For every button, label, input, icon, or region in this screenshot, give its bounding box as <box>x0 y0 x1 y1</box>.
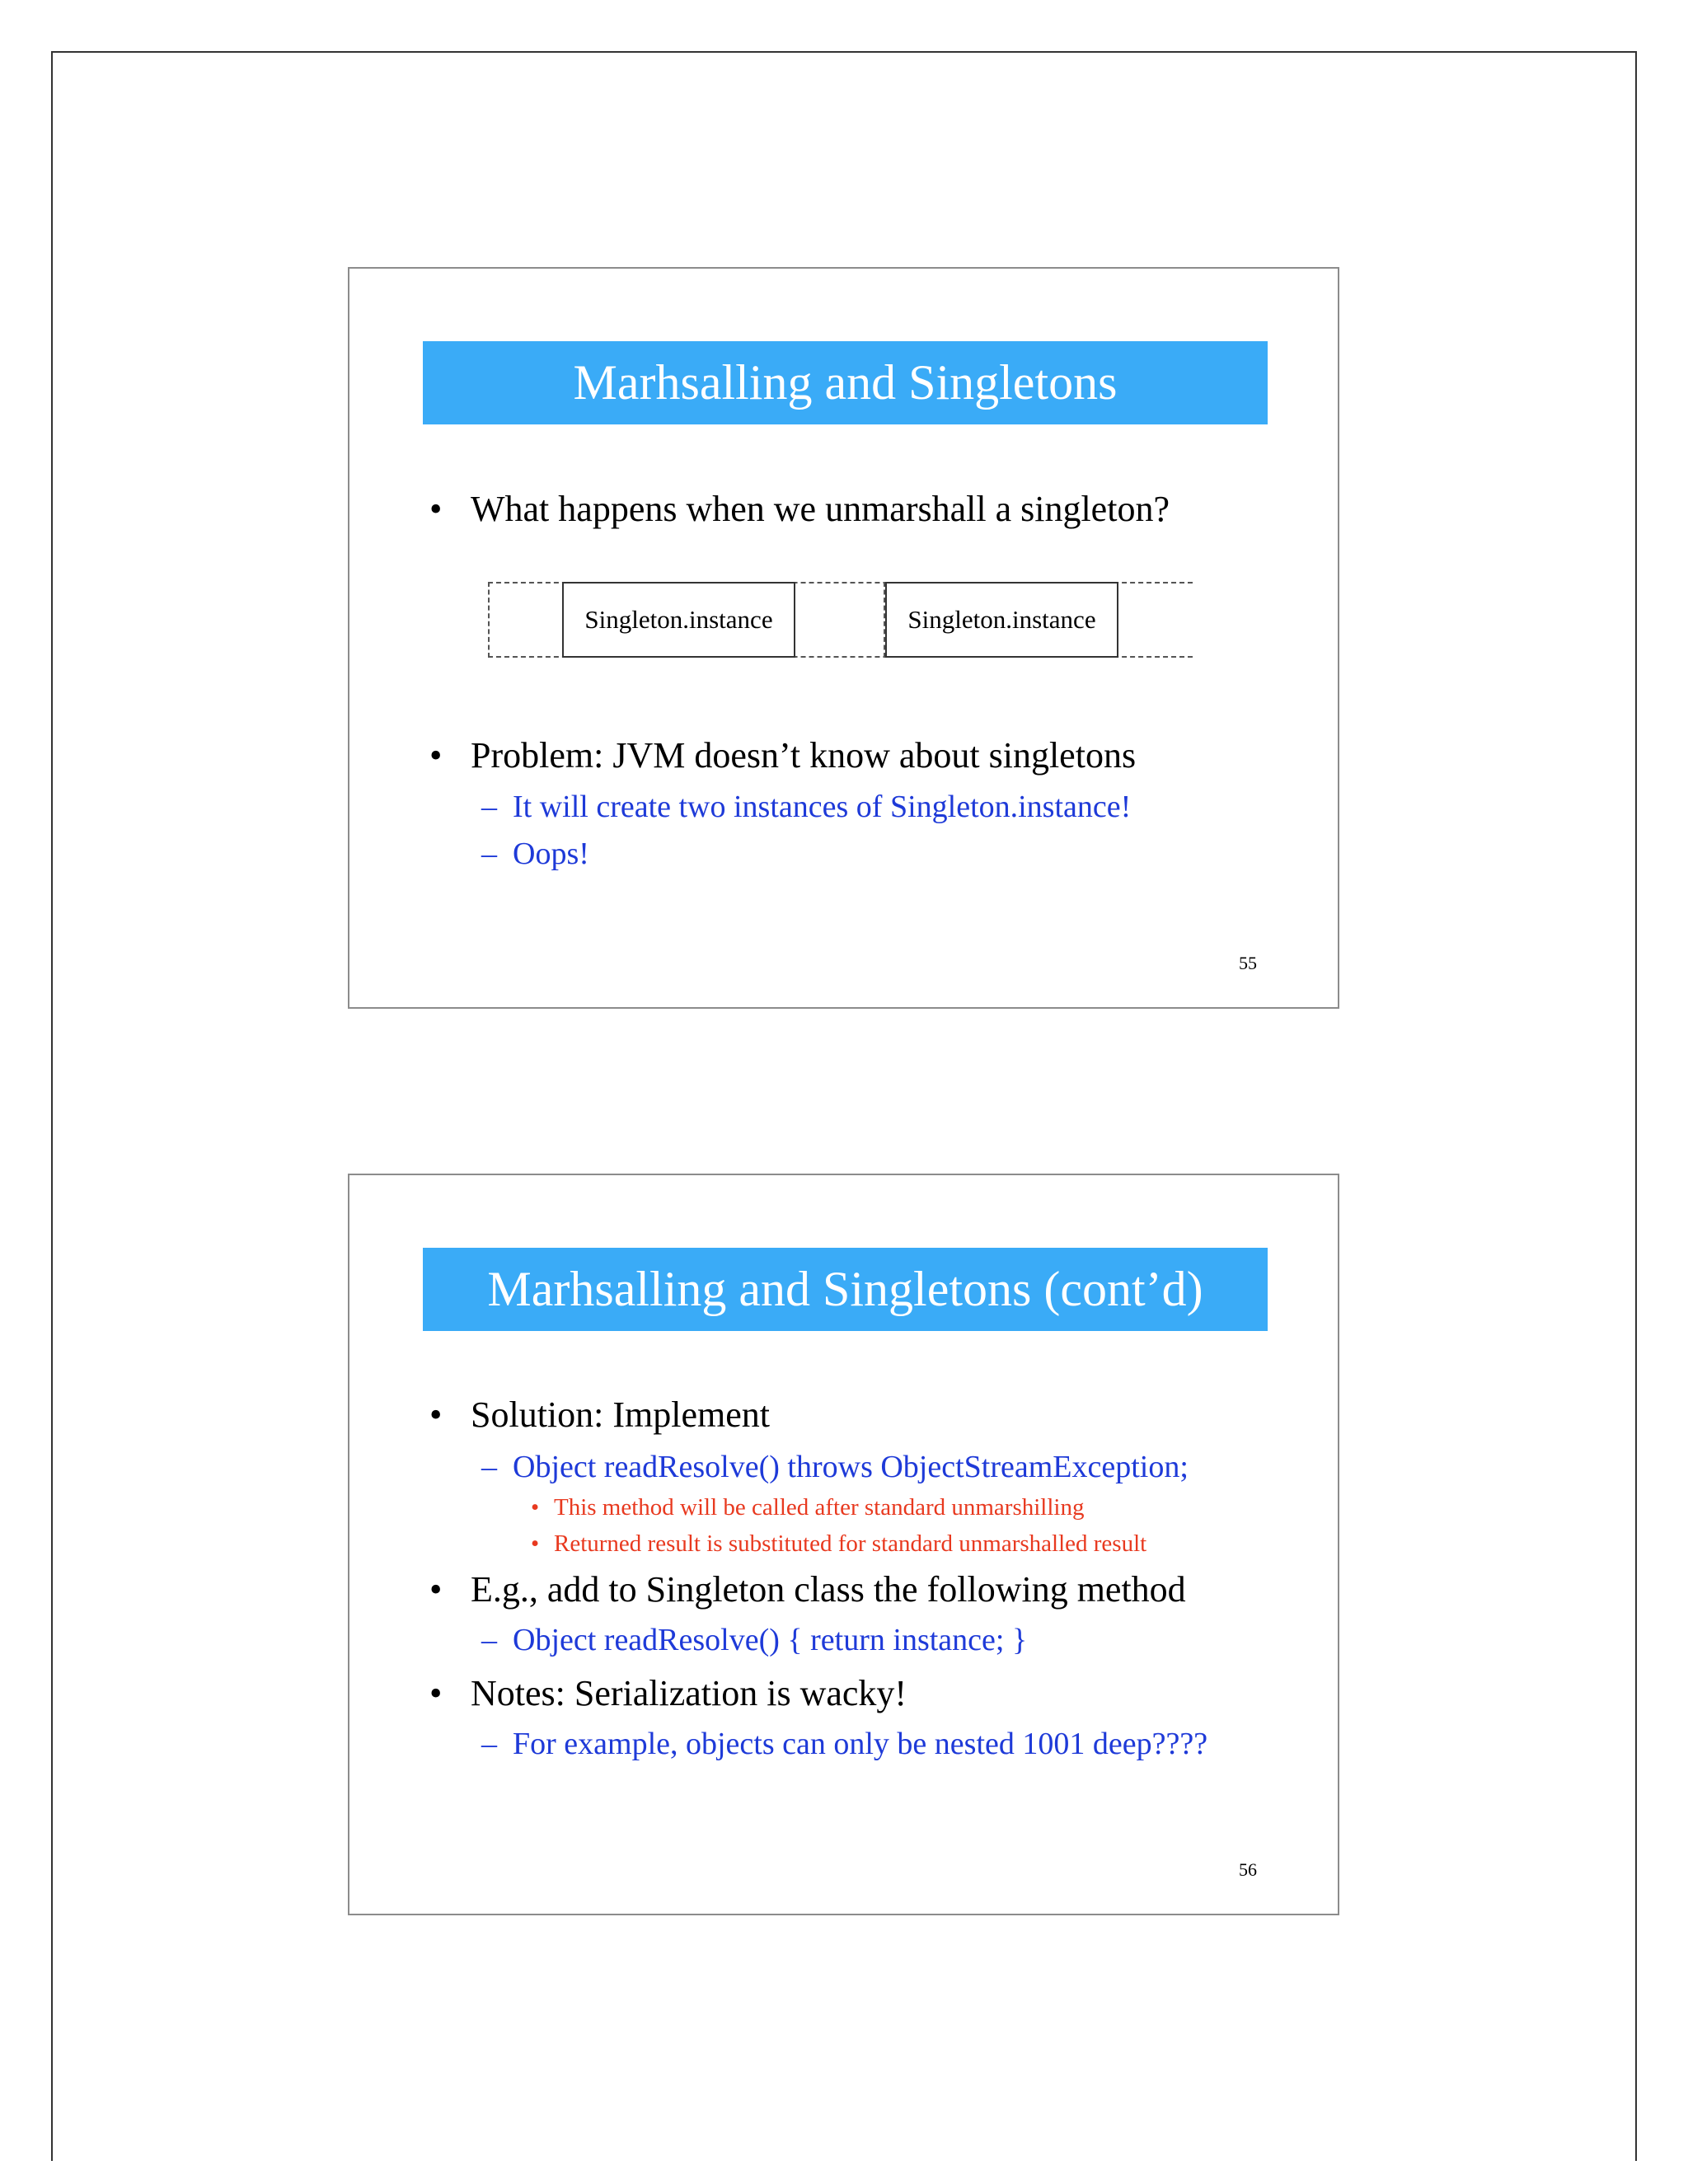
sub-bullet-item <box>481 835 589 873</box>
bullet-text: What happens when we unmarshall a singleton? <box>471 489 1170 529</box>
bullet-mark: • <box>531 1494 540 1521</box>
slide-56 <box>348 1174 1339 1915</box>
bullet-text: E.g., add to Singleton class the following method <box>471 1569 1186 1610</box>
sub-sub-bullet-text: Returned result is substituted for standard unmarshalled result <box>554 1530 1147 1557</box>
sub-bullet-text: Object readResolve() throws ObjectStreamException; <box>513 1450 1189 1484</box>
sub-bullet-item <box>481 788 1131 826</box>
bullet-mark: • <box>531 1530 540 1557</box>
dash-mark: – <box>481 1727 497 1761</box>
sub-bullet-text: Oops! <box>513 837 589 871</box>
bullet-item <box>429 1568 1186 1612</box>
bullet-mark: • <box>429 735 443 776</box>
dash-mark: – <box>481 1450 497 1484</box>
bullet-item <box>429 1671 907 1716</box>
sub-bullet-text: For example, objects can only be nested 1001 deep???? <box>513 1727 1208 1761</box>
slide-title: Marhsalling and Singletons (cont’d) <box>423 1248 1268 1331</box>
bullet-mark: • <box>429 489 443 529</box>
bullet-mark: • <box>429 1569 443 1610</box>
bullet-item <box>429 1393 770 1437</box>
slide-55 <box>348 267 1339 1009</box>
bullet-mark: • <box>429 1394 443 1435</box>
diagram-dashed-left <box>488 582 490 658</box>
bullet-text: Solution: Implement <box>471 1394 770 1435</box>
sub-bullet-text: It will create two instances of Singleton.instance! <box>513 790 1132 824</box>
slide-title: Marhsalling and Singletons <box>423 341 1268 424</box>
sub-bullet-text: Object readResolve() { return instance; } <box>513 1623 1028 1657</box>
sub-sub-bullet-item <box>531 1493 1084 1522</box>
sub-sub-bullet-text: This method will be called after standard unmarshilling <box>554 1494 1085 1521</box>
bullet-text: Problem: JVM doesn’t know about singletons <box>471 735 1137 776</box>
bullet-mark: • <box>429 1673 443 1713</box>
bullet-item <box>429 487 1170 532</box>
slide-number: 56 <box>1239 1859 1257 1880</box>
dash-mark: – <box>481 1623 497 1657</box>
sub-sub-bullet-item <box>531 1529 1146 1558</box>
sub-bullet-item <box>481 1621 1027 1659</box>
bullet-text: Notes: Serialization is wacky! <box>471 1673 907 1713</box>
sub-bullet-item <box>481 1725 1207 1763</box>
singleton-instance-box: Singleton.instance <box>562 582 795 658</box>
bullet-item <box>429 733 1136 778</box>
sub-bullet-item <box>481 1448 1189 1486</box>
dash-mark: – <box>481 790 497 824</box>
slide-number: 55 <box>1239 953 1257 973</box>
singleton-instance-box: Singleton.instance <box>885 582 1118 658</box>
dash-mark: – <box>481 837 497 871</box>
